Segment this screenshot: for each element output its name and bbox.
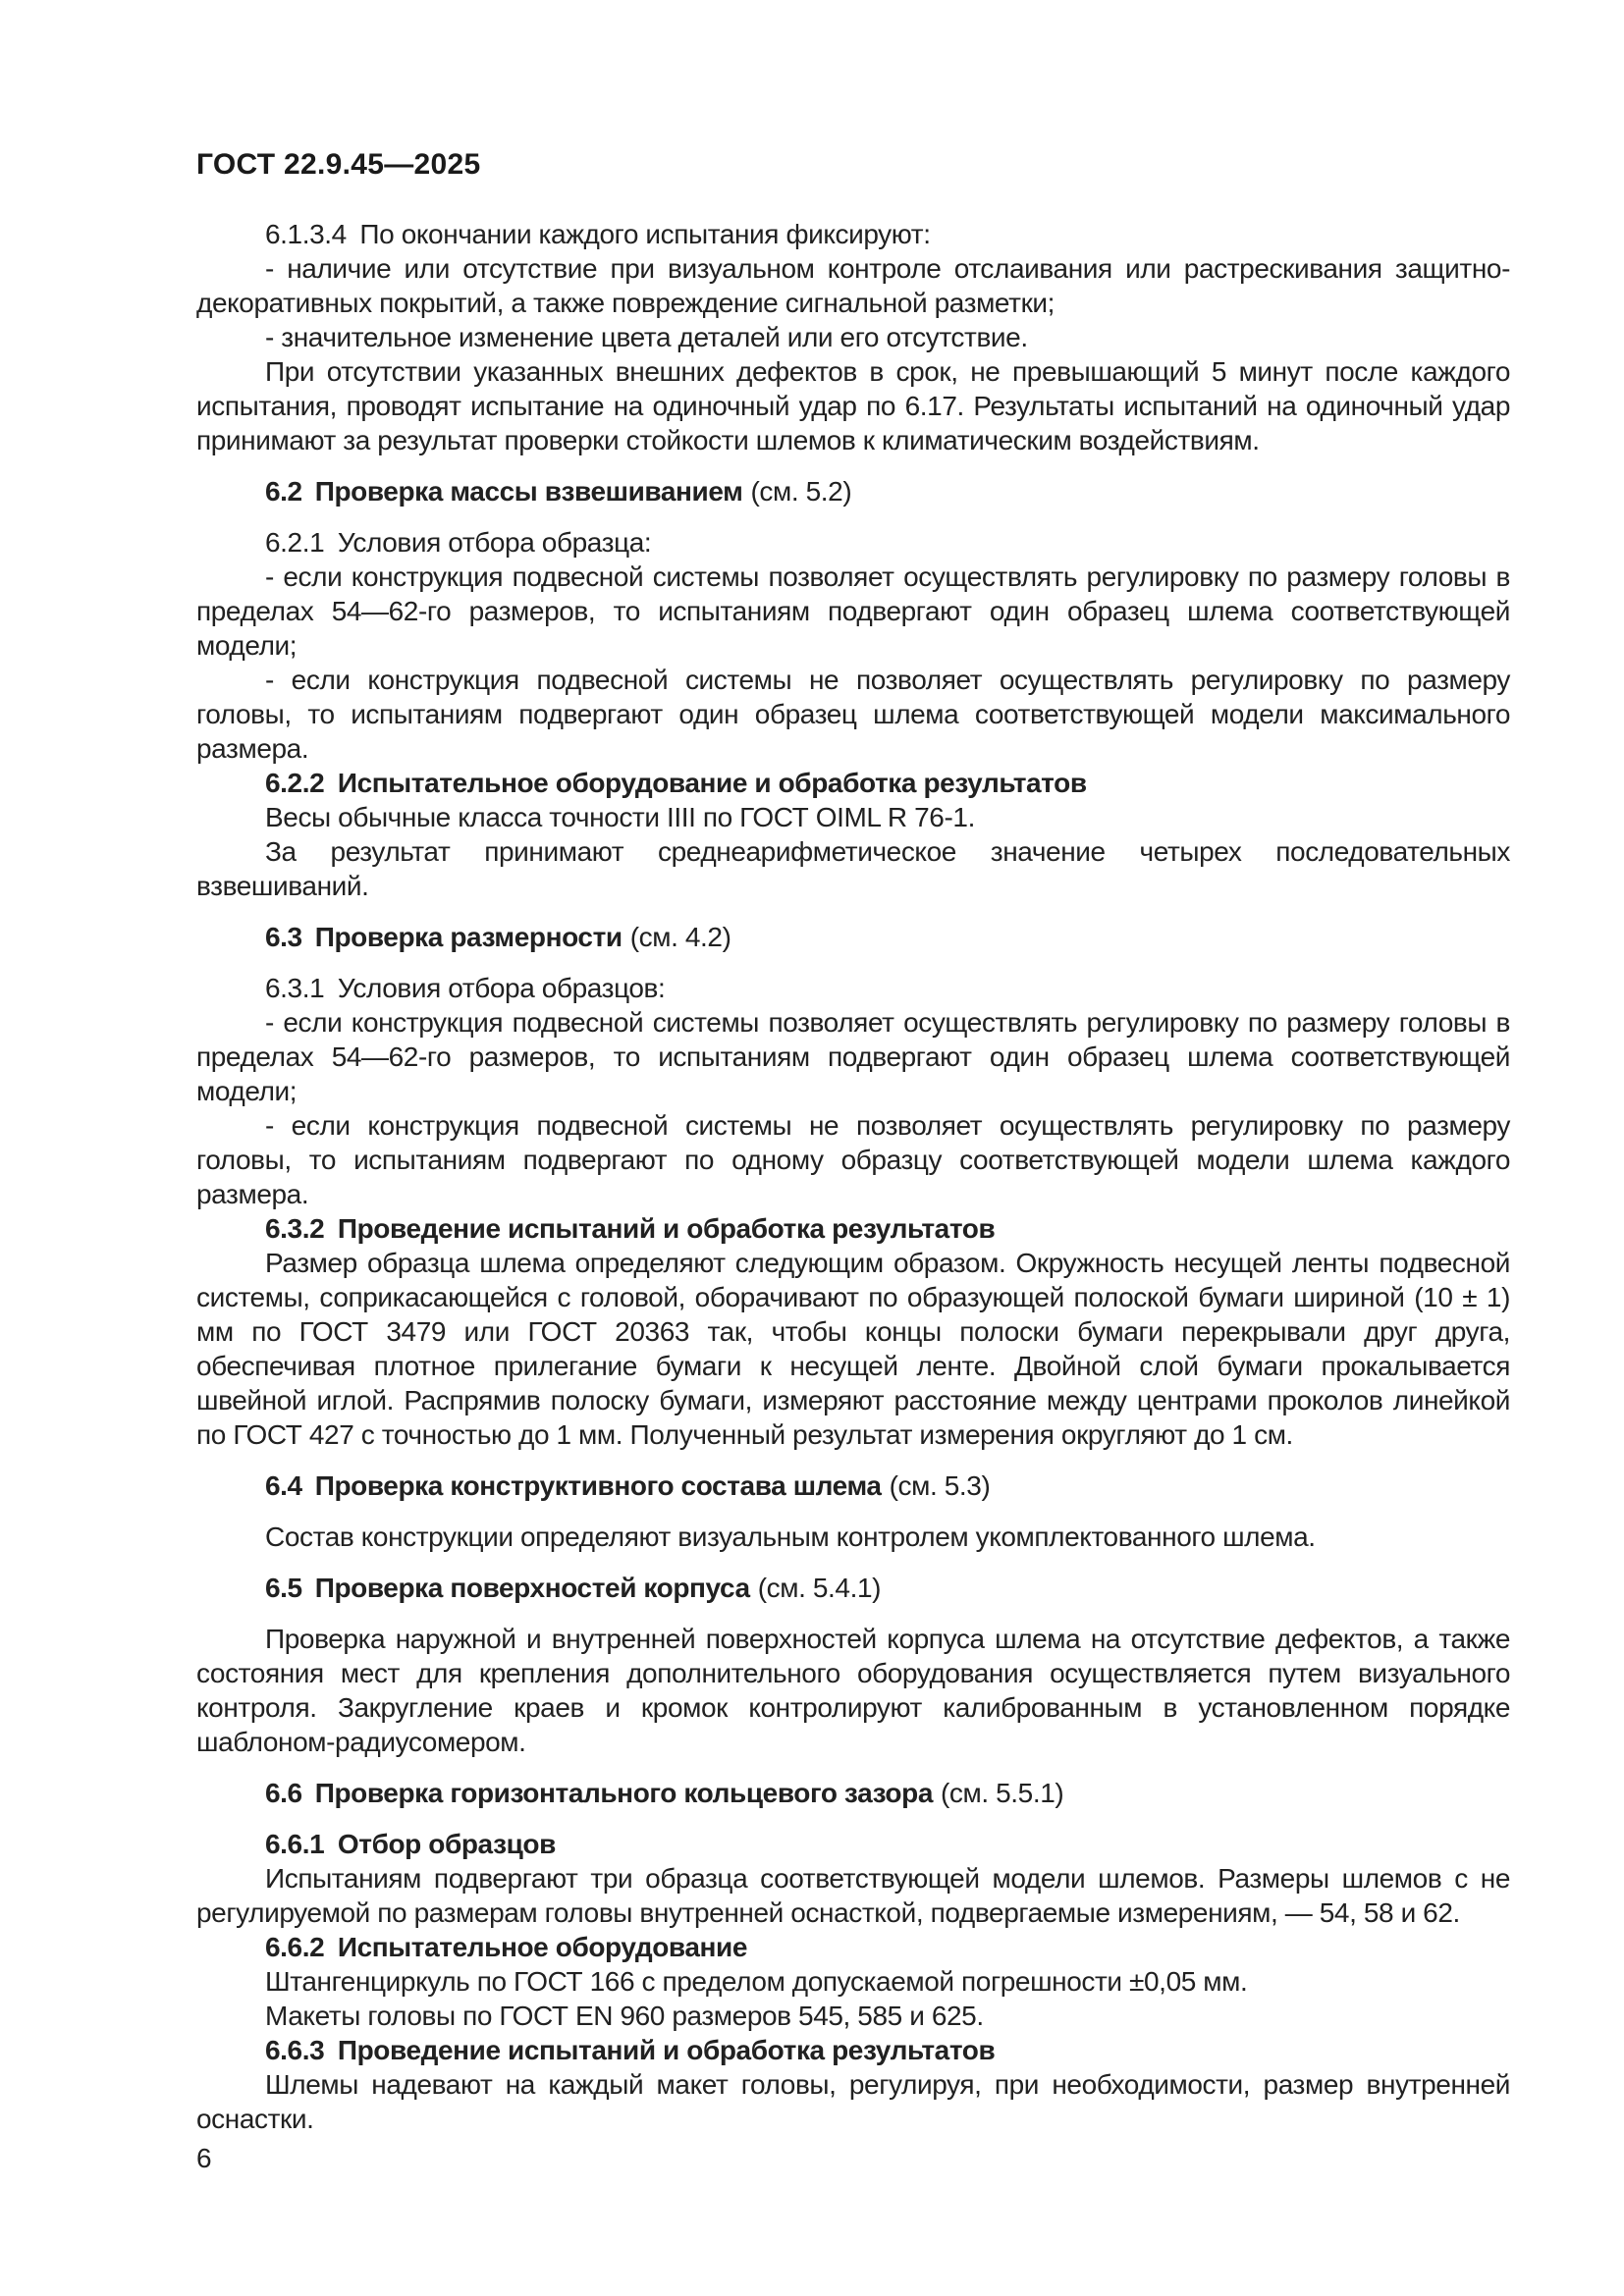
paragraph-no-defects: При отсутствии указанных внешних дефектов в срок, не превышающий 5 минут после каждого испытания, проводят испытание на одиночный удар по 6.17. Результаты испытаний на одиночный удар принимают за результат проверки стойкости шлемов к климатическим воздействиям. (196, 356, 1510, 455)
heading-6-6-number: 6.6 (265, 1778, 302, 1808)
paragraph-headforms: Макеты головы по ГОСТ EN 960 размеров 545, 585 и 625. (265, 2001, 984, 2031)
heading-6-2 (196, 474, 1510, 508)
heading-6-5-number: 6.5 (265, 1573, 302, 1603)
heading-6-6-ref: (см. 5.5.1) (941, 1778, 1064, 1808)
heading-6-3-number: 6.3 (265, 922, 302, 952)
heading-6-3-ref: (см. 4.2) (629, 922, 731, 952)
paragraph-6-2-1-item-adjustable: - если конструкция подвесной системы позволяет осуществлять регулировку по размеру головы в пределах 54—62-го размеров, то испытаниям подвергают один образец шлема соответствующей модели; (196, 561, 1510, 661)
subheading-6-6-1: 6.6.1 Отбор образцов (265, 1829, 556, 1859)
paragraph-caliper: Штангенциркуль по ГОСТ 166 с пределом допускаемой погрешности ±0,05 мм. (265, 1966, 1248, 1997)
subheading-6-3-2: 6.3.2 Проведение испытаний и обработка результатов (265, 1213, 996, 1244)
paragraph-helmet-fitting: Шлемы надевают на каждый макет головы, регулируя, при необходимости, размер внутренней оснастки. (196, 2069, 1510, 2134)
heading-6-5-title: Проверка поверхностей корпуса (314, 1573, 750, 1603)
heading-6-6-title: Проверка горизонтального кольцевого зазора (314, 1778, 933, 1808)
heading-6-3 (196, 920, 1510, 954)
heading-6-2-ref: (см. 5.2) (750, 476, 852, 507)
paragraph-6-1-3-4: 6.1.3.4 По окончании каждого испытания фиксируют: (265, 219, 931, 249)
heading-6-6 (196, 1776, 1510, 1810)
paragraph-scales: Весы обычные класса точности IIII по ГОСТ OIML R 76-1. (265, 802, 975, 832)
paragraph-6-3-1: 6.3.1 Условия отбора образцов: (265, 973, 666, 1003)
subheading-6-2-2: 6.2.2 Испытательное оборудование и обработка результатов (265, 768, 1087, 798)
heading-6-4-title: Проверка конструктивного состава шлема (314, 1470, 882, 1501)
subheading-6-6-2: 6.6.2 Испытательное оборудование (265, 1932, 748, 1962)
heading-6-3-title: Проверка размерности (314, 922, 623, 952)
paragraph-weighing-result: За результат принимают среднеарифметическое значение четырех последовательных взвешиваний. (196, 836, 1510, 901)
paragraph-list-item-color: - значительное изменение цвета деталей или его отсутствие. (265, 322, 1028, 352)
page-number: 6 (196, 2143, 212, 2173)
heading-6-4 (196, 1468, 1510, 1503)
heading-6-5 (196, 1571, 1510, 1605)
paragraph-6-2-1-item-non-adjustable: - если конструкция подвесной системы не позволяет осуществлять регулировку по размеру головы, то испытаниям подвергают один образец шлема соответствующей модели максимального размера. (196, 665, 1510, 764)
heading-6-5-ref: (см. 5.4.1) (757, 1573, 882, 1603)
paragraph-6-3-1-item-adjustable: - если конструкция подвесной системы позволяет осуществлять регулировку по размеру головы в пределах 54—62-го размеров, то испытаниям подвергают один образец шлема соответствующей модели; (196, 1007, 1510, 1106)
subheading-6-6-3: 6.6.3 Проведение испытаний и обработка результатов (265, 2035, 996, 2065)
heading-6-4-ref: (см. 5.3) (889, 1470, 991, 1501)
paragraph-surface-check: Проверка наружной и внутренней поверхностей корпуса шлема на отсутствие дефектов, а также состояния мест для крепления дополнительного оборудования осуществляется путем визуального контроля. Закругление краев и кромок контролируют калиброванным в установленном порядке шаблоном-радиусомером. (196, 1624, 1510, 1757)
paragraph-size-measurement: Размер образца шлема определяют следующим образом. Окружность несущей ленты подвесной системы, соприкасающейся с головой, оборачивают по образующей полоской бумаги шириной (10 ± 1) мм по ГОСТ 3479 или ГОСТ 20363 так, чтобы концы полоски бумаги перекрывали друг друга, обеспечивая плотное прилегание бумаги к несущей ленте. Двойной слой бумаги прокалывается швейной иглой. Распрямив полоску бумаги, измеряют расстояние между центрами проколов линейкой по ГОСТ 427 с точностью до 1 мм. Полученный результат измерения округляют до 1 см. (196, 1248, 1510, 1450)
heading-6-4-number: 6.4 (265, 1470, 302, 1501)
standard-code: ГОСТ 22.9.45—2025 (196, 148, 481, 181)
heading-6-2-title: Проверка массы взвешиванием (314, 476, 743, 507)
paragraph-list-item-coatings: - наличие или отсутствие при визуальном контроле отслаивания или растрескивания защитно-декоративных покрытий, а также повреждение сигнальной разметки; (196, 253, 1510, 318)
document-content (196, 217, 1510, 2175)
paragraph-6-2-1: 6.2.1 Условия отбора образца: (265, 527, 652, 558)
heading-6-2-number: 6.2 (265, 476, 302, 507)
paragraph-6-3-1-item-non-adjustable: - если конструкция подвесной системы не позволяет осуществлять регулировку по размеру головы, то испытаниям подвергают по одному образцу соответствующей модели шлема каждого размера. (196, 1110, 1510, 1209)
paragraph-sample-selection: Испытаниям подвергают три образца соответствующей модели шлемов. Размеры шлемов с не регулируемой по размерам головы внутренней оснасткой, подвергаемые измерениям, — 54, 58 и 62. (196, 1863, 1510, 1928)
paragraph-construction-check: Состав конструкции определяют визуальным контролем укомплектованного шлема. (265, 1522, 1316, 1552)
